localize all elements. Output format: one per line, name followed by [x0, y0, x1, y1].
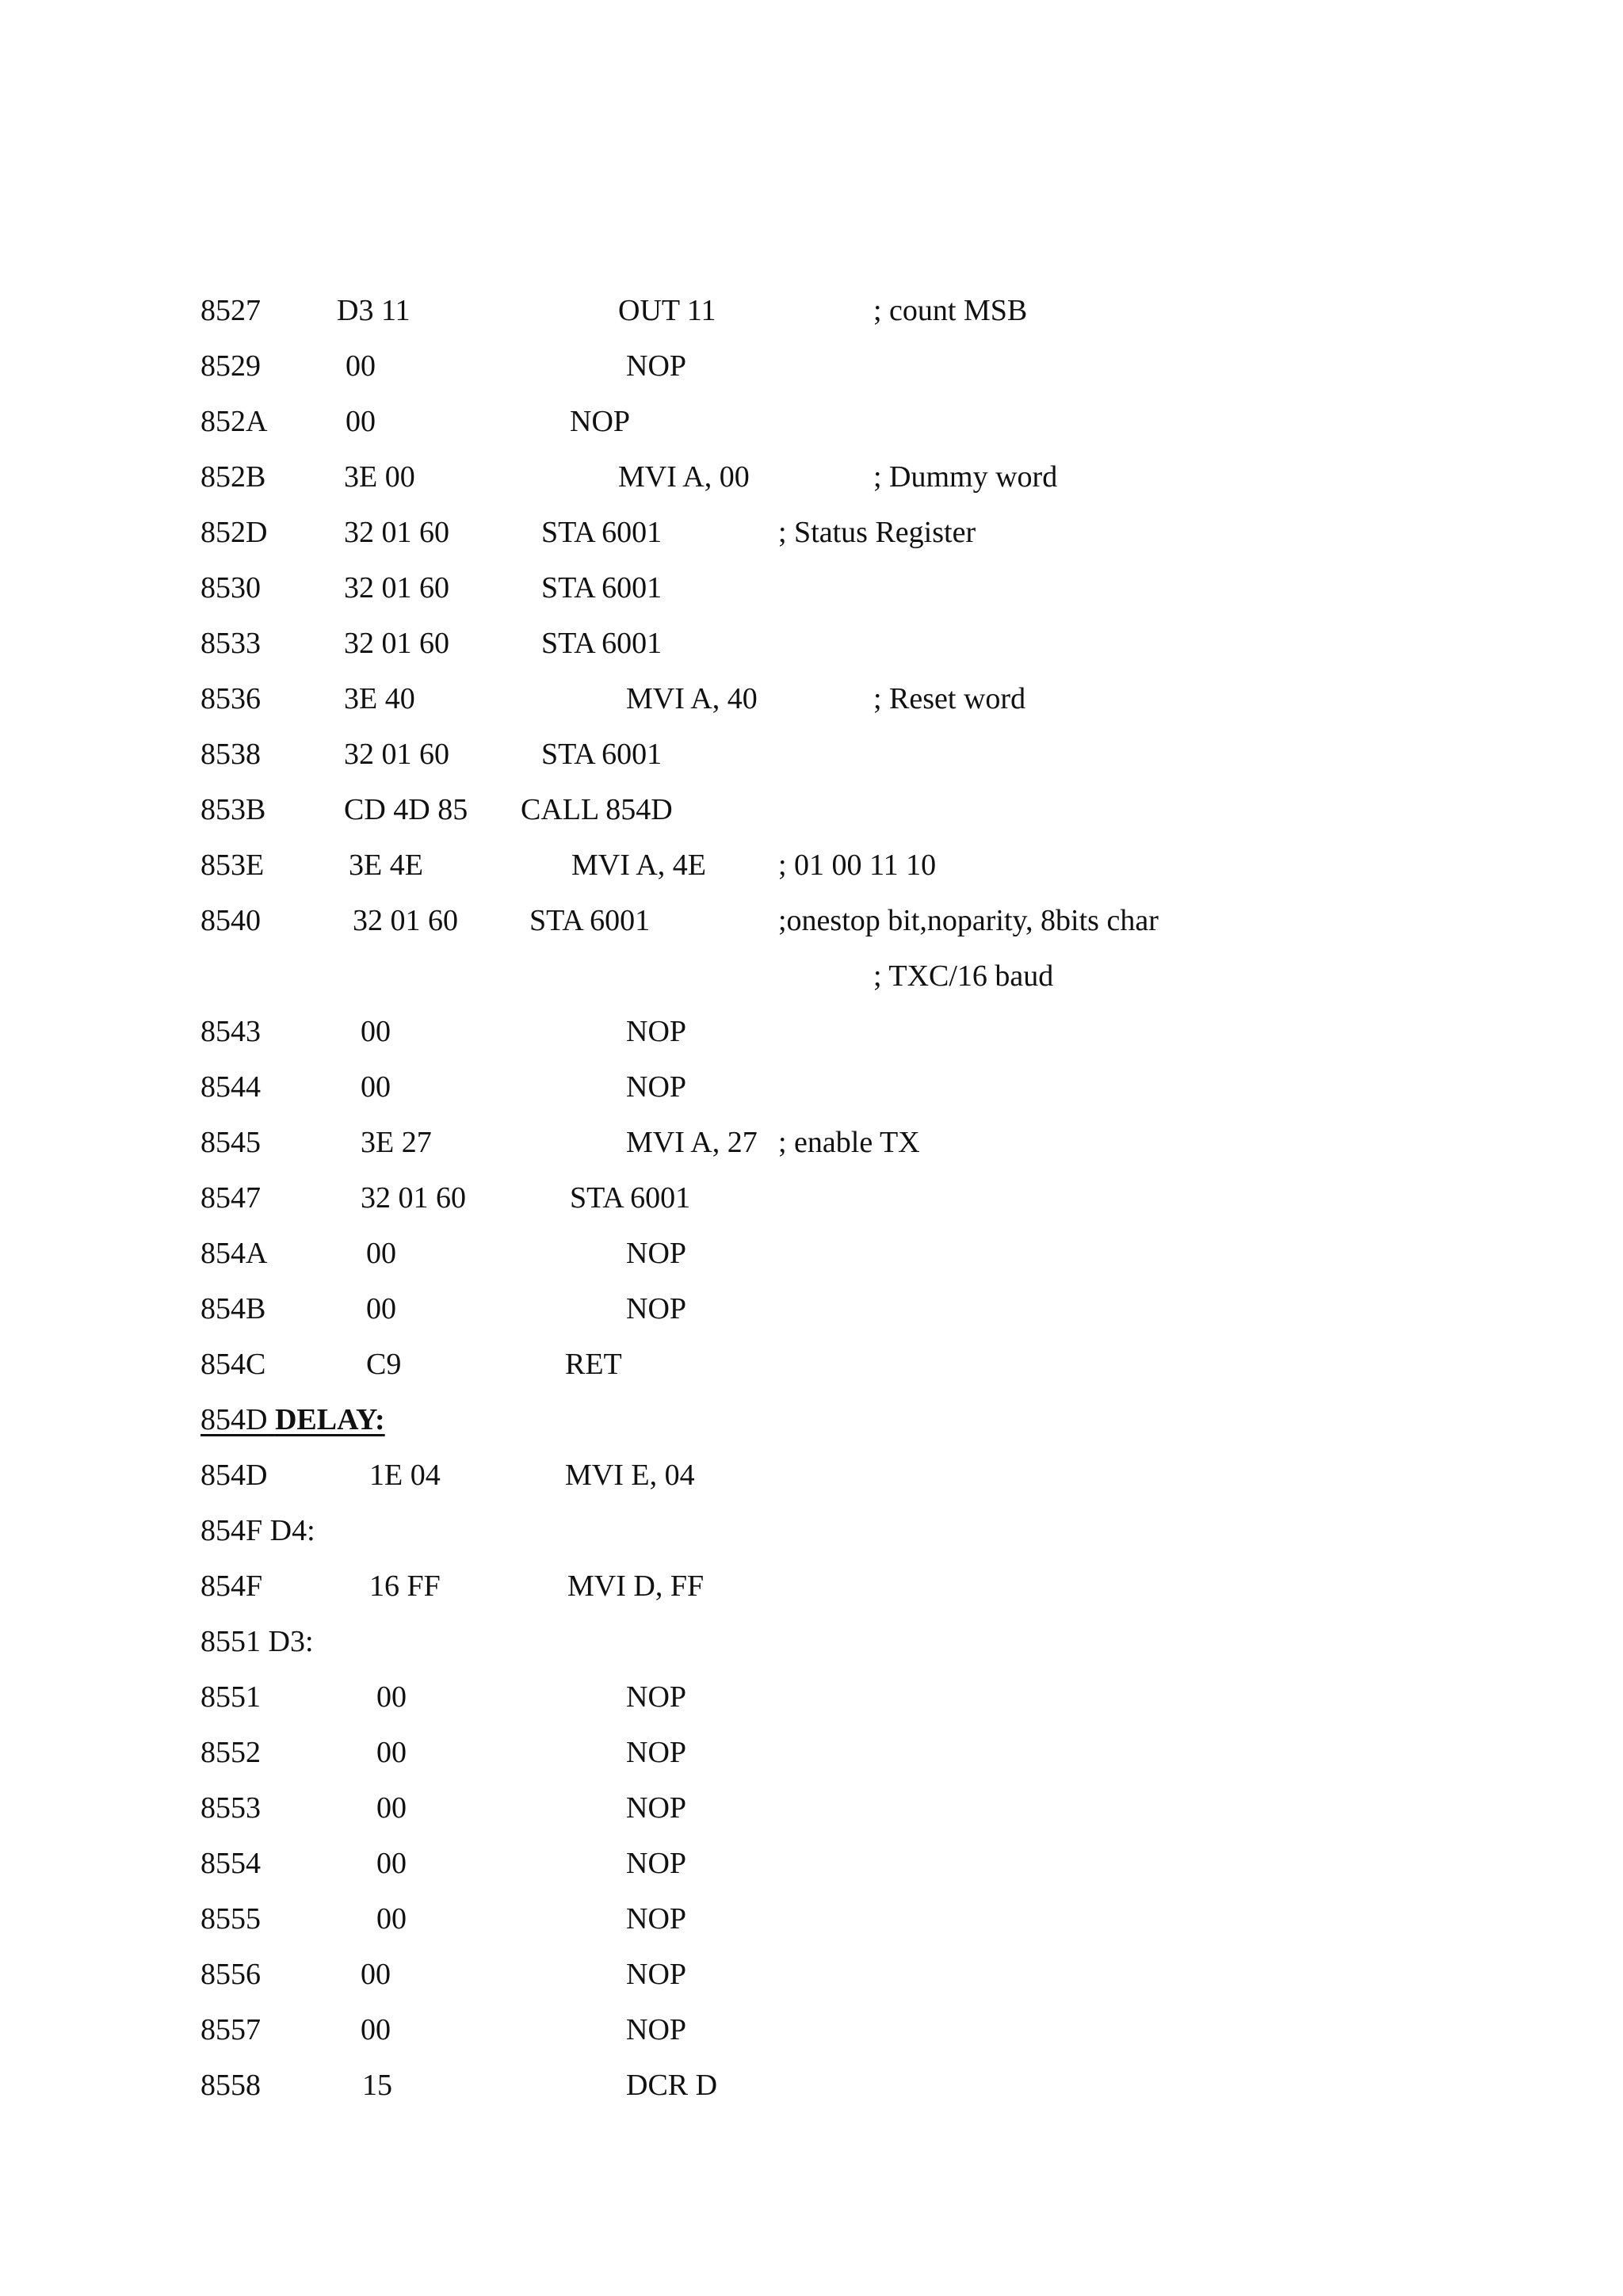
comment: ; count MSB	[873, 294, 1028, 327]
address: 8545	[200, 1126, 261, 1159]
code-label-line	[0, 1396, 1623, 1444]
instruction: MVI A, 00	[618, 460, 750, 494]
instruction: STA 6001	[541, 571, 663, 605]
opcode-bytes: 00	[376, 1791, 407, 1825]
code-line	[0, 1119, 1623, 1166]
code-line	[0, 1451, 1623, 1499]
code-line	[0, 841, 1623, 889]
address: 8540	[200, 904, 261, 937]
opcode-bytes: 3E 00	[344, 460, 415, 494]
opcode-bytes: 00	[366, 1292, 396, 1325]
opcode-bytes: 3E 27	[361, 1126, 432, 1159]
address: 8536	[200, 682, 261, 715]
instruction: NOP	[626, 1847, 687, 1880]
opcode-bytes: 16 FF	[369, 1569, 441, 1603]
opcode-bytes: 00	[361, 1015, 391, 1048]
address-label: 8551 D3:	[200, 1625, 314, 1658]
address: 8557	[200, 2013, 261, 2046]
opcode-bytes: 32 01 60	[344, 738, 449, 771]
instruction: NOP	[626, 1680, 687, 1714]
address: 852B	[200, 460, 266, 494]
address: 854B	[200, 1292, 266, 1325]
code-line	[0, 1673, 1623, 1721]
comment: ; TXC/16 baud	[873, 959, 1054, 993]
comment: ; 01 00 11 10	[778, 849, 937, 882]
instruction: NOP	[626, 2013, 687, 2046]
instruction: MVI E, 04	[565, 1459, 695, 1492]
opcode-bytes: C9	[366, 1348, 402, 1381]
comment: ; Dummy word	[873, 460, 1058, 494]
instruction: DCR D	[626, 2069, 718, 2102]
instruction: NOP	[626, 1237, 687, 1270]
instruction: NOP	[626, 1015, 687, 1048]
opcode-bytes: 00	[376, 1680, 407, 1714]
code-line	[0, 1840, 1623, 1887]
instruction: NOP	[626, 1070, 687, 1104]
code-line	[0, 1951, 1623, 1998]
code-label-line	[0, 1618, 1623, 1665]
address: 8553	[200, 1791, 261, 1825]
instruction: MVI A, 4E	[571, 849, 706, 882]
instruction: NOP	[626, 1292, 687, 1325]
opcode-bytes: 00	[346, 349, 376, 383]
code-line	[0, 1063, 1623, 1111]
comment: ; enable TX	[778, 1126, 920, 1159]
code-line	[0, 453, 1623, 501]
comment: ;onestop bit,noparity, 8bits char	[778, 904, 1159, 937]
address: 8543	[200, 1015, 261, 1048]
address: 8527	[200, 294, 261, 327]
code-line	[0, 564, 1623, 612]
address: 852D	[200, 516, 268, 549]
instruction: NOP	[626, 1958, 687, 1991]
code-line	[0, 398, 1623, 445]
opcode-bytes: 00	[376, 1847, 407, 1880]
instruction: NOP	[626, 1902, 687, 1936]
address: 8552	[200, 1736, 261, 1769]
comment: ; Reset word	[873, 682, 1026, 715]
code-line	[0, 675, 1623, 723]
address: 852A	[200, 405, 268, 438]
code-line	[0, 730, 1623, 778]
code-line	[0, 1562, 1623, 1610]
address: 854F	[200, 1569, 263, 1603]
address: 8538	[200, 738, 261, 771]
instruction: NOP	[570, 405, 631, 438]
opcode-bytes: 32 01 60	[344, 627, 449, 660]
address: 8529	[200, 349, 261, 383]
opcode-bytes: 00	[361, 2013, 391, 2046]
address: 854C	[200, 1348, 266, 1381]
address: 854A	[200, 1237, 268, 1270]
code-line	[0, 1008, 1623, 1055]
instruction: STA 6001	[541, 516, 663, 549]
opcode-bytes: 32 01 60	[361, 1181, 466, 1215]
instruction: MVI A, 27	[626, 1126, 758, 1159]
instruction: STA 6001	[541, 627, 663, 660]
code-line	[0, 1784, 1623, 1832]
address: 854D	[200, 1459, 268, 1492]
opcode-bytes: 00	[346, 405, 376, 438]
label-heading	[200, 1396, 385, 1444]
instruction: MVI A, 40	[626, 682, 758, 715]
instruction: MVI D, FF	[567, 1569, 705, 1603]
opcode-bytes: 00	[366, 1237, 396, 1270]
code-line	[0, 1174, 1623, 1222]
opcode-bytes: 00	[361, 1070, 391, 1104]
opcode-bytes: 3E 40	[344, 682, 415, 715]
instruction: OUT 11	[618, 294, 716, 327]
label-name: DELAY:	[274, 1403, 385, 1436]
instruction: STA 6001	[541, 738, 663, 771]
instruction: STA 6001	[570, 1181, 691, 1215]
code-line	[0, 786, 1623, 833]
instruction: NOP	[626, 1736, 687, 1769]
code-label-line	[0, 1507, 1623, 1554]
opcode-bytes: 15	[362, 2069, 392, 2102]
opcode-bytes: 32 01 60	[353, 904, 458, 937]
opcode-bytes: 00	[376, 1736, 407, 1769]
comment: ; Status Register	[778, 516, 976, 549]
code-line	[0, 1341, 1623, 1388]
instruction: CALL 854D	[521, 793, 673, 826]
address: 8533	[200, 627, 261, 660]
instruction: NOP	[626, 1791, 687, 1825]
opcode-bytes: CD 4D 85	[344, 793, 468, 826]
code-line	[0, 1285, 1623, 1333]
instruction: NOP	[626, 349, 687, 383]
address: 8544	[200, 1070, 261, 1104]
instruction: RET	[565, 1348, 622, 1381]
address: 8547	[200, 1181, 261, 1215]
instruction: STA 6001	[529, 904, 651, 937]
opcode-bytes: 32 01 60	[344, 571, 449, 605]
opcode-bytes: D3 11	[337, 294, 411, 327]
address: 8558	[200, 2069, 261, 2102]
code-line	[0, 897, 1623, 944]
address: 8555	[200, 1902, 261, 1936]
code-line	[0, 1230, 1623, 1277]
opcode-bytes: 1E 04	[369, 1459, 441, 1492]
address-label: 854F D4:	[200, 1514, 315, 1547]
address: 853B	[200, 793, 266, 826]
opcode-bytes: 00	[361, 1958, 391, 1991]
code-line	[0, 2061, 1623, 2109]
code-line	[0, 509, 1623, 556]
code-line	[0, 287, 1623, 334]
opcode-bytes: 3E 4E	[349, 849, 423, 882]
address: 853E	[200, 849, 265, 882]
code-line	[0, 952, 1623, 1000]
opcode-bytes: 00	[376, 1902, 407, 1936]
address: 8551	[200, 1680, 261, 1714]
opcode-bytes: 32 01 60	[344, 516, 449, 549]
code-line	[0, 1729, 1623, 1776]
code-line	[0, 2006, 1623, 2054]
address: 8556	[200, 1958, 261, 1991]
address: 8530	[200, 571, 261, 605]
code-line	[0, 342, 1623, 390]
code-line	[0, 620, 1623, 667]
address: 8554	[200, 1847, 261, 1880]
code-line	[0, 1895, 1623, 1943]
label-address: 854D	[200, 1403, 268, 1436]
